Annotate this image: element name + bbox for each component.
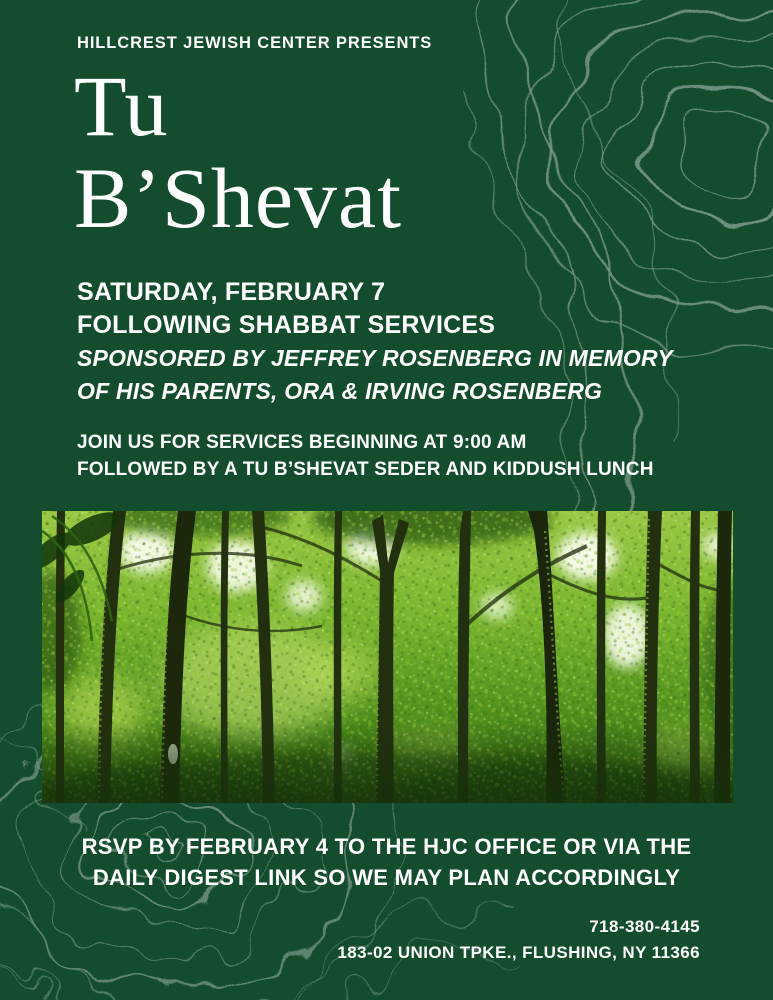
rsvp-line-1: RSVP BY FEBRUARY 4 TO THE HJC OFFICE OR VIA THE bbox=[81, 834, 692, 859]
date-line: SATURDAY, FEBRUARY 7 bbox=[77, 278, 386, 306]
contact-block bbox=[337, 914, 700, 966]
services-line-2: FOLLOWED BY A TU B’SHEVAT SEDER AND KIDDUSH LUNCH bbox=[77, 459, 654, 480]
sponsor-line-2: OF HIS PARENTS, ORA & IRVING ROSENBERG bbox=[77, 378, 603, 404]
address: 183-02 UNION TPKE., FLUSHING, NY 11366 bbox=[337, 943, 700, 962]
timing-line: FOLLOWING SHABBAT SERVICES bbox=[77, 311, 496, 339]
forest-photo bbox=[42, 511, 733, 803]
event-title bbox=[74, 60, 402, 244]
event-title-line2: B’Shevat bbox=[74, 150, 403, 246]
rsvp-block bbox=[0, 831, 773, 893]
phone-number: 718-380-4145 bbox=[589, 917, 700, 936]
rsvp-line-2: DAILY DIGEST LINK SO WE MAY PLAN ACCORDINGLY bbox=[92, 865, 681, 890]
presents-label: HILLCREST JEWISH CENTER PRESENTS bbox=[77, 34, 433, 52]
event-title-line1: Tu bbox=[74, 58, 169, 154]
services-block bbox=[77, 429, 654, 483]
services-line-1: JOIN US FOR SERVICES BEGINNING AT 9:00 AM bbox=[77, 432, 527, 453]
sponsor-line-1: SPONSORED BY JEFFREY ROSENBERG IN MEMORY bbox=[77, 345, 673, 371]
event-details-block bbox=[77, 276, 673, 408]
